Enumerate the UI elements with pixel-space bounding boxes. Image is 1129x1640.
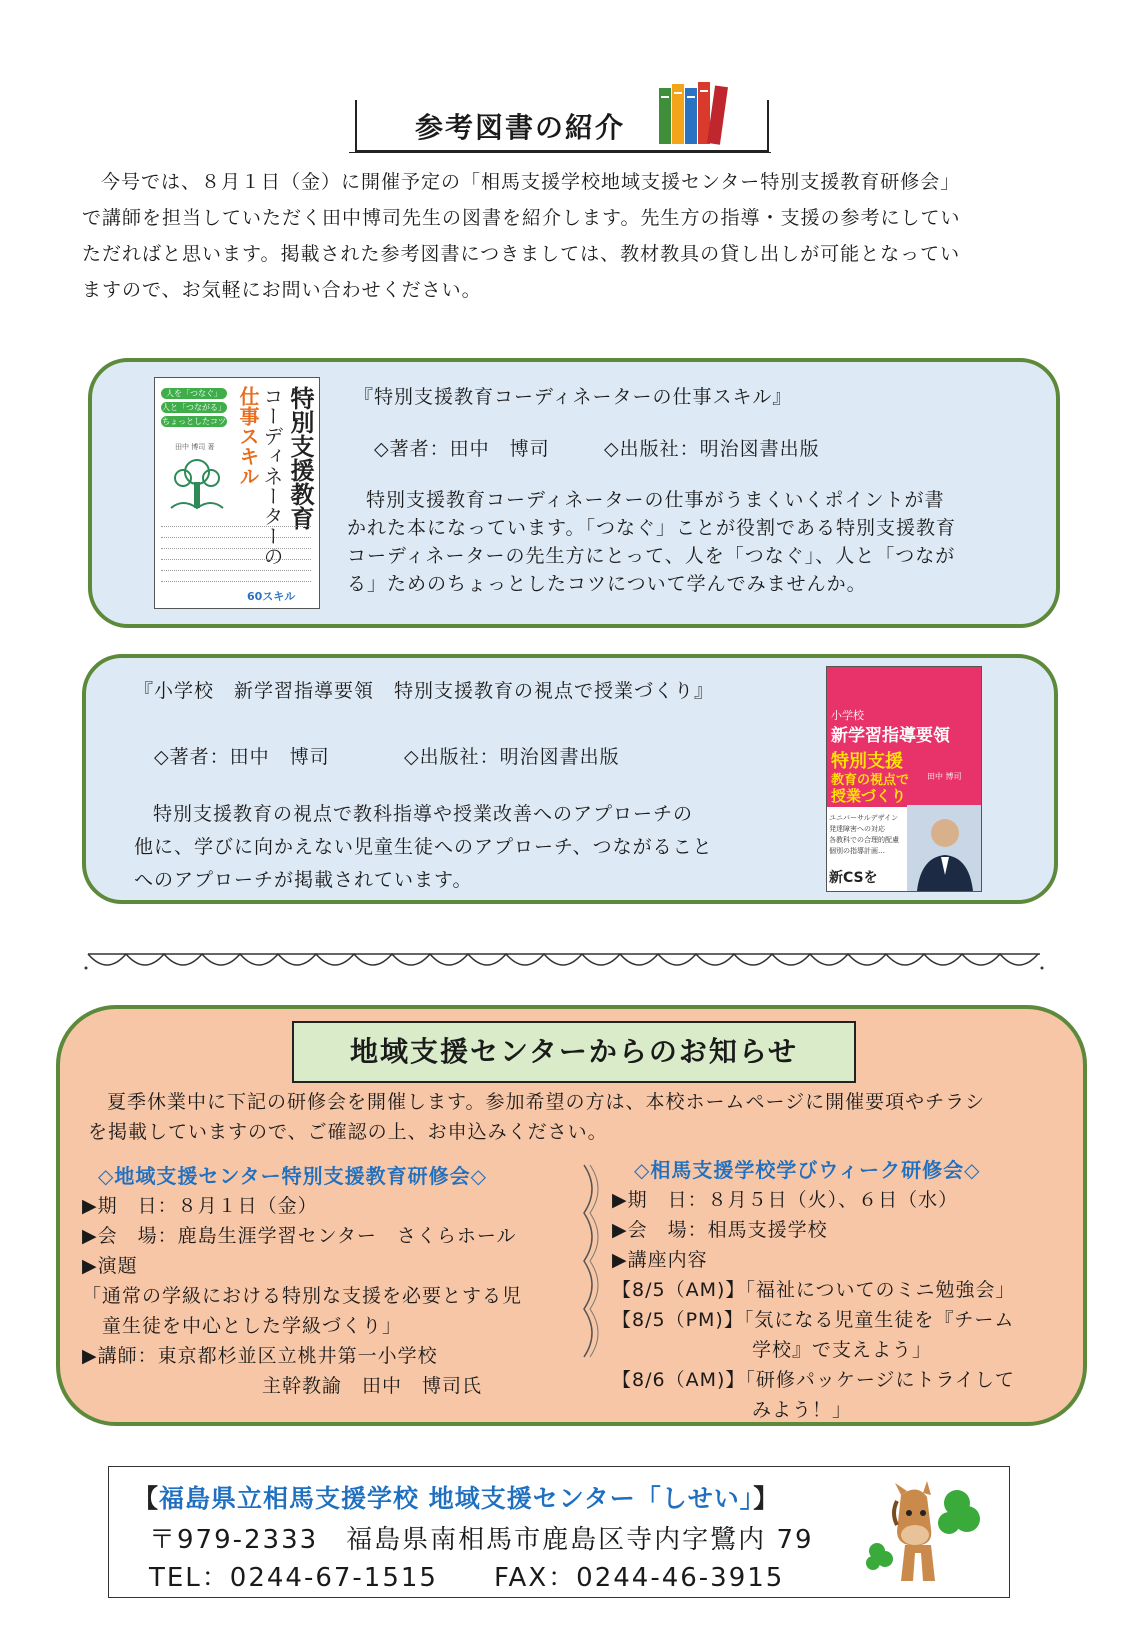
book-cover-1 bbox=[154, 377, 320, 609]
desc-line: 他に、学びに向かえない児童生徒へのアプローチ、つながること bbox=[134, 836, 713, 858]
book-publisher-2: ◇出版社：明治図書出版 bbox=[404, 746, 620, 768]
cover-dotline bbox=[161, 548, 311, 559]
cover-tag: ちょっとしたコツ bbox=[162, 417, 226, 426]
cover-author: 田中 博司 bbox=[927, 772, 962, 781]
cover-title-2: コーディネーターの bbox=[260, 386, 284, 566]
right-line: ▶会 場：相馬支援学校 bbox=[612, 1219, 828, 1241]
cover-title-1: 特別支援教育 bbox=[286, 386, 314, 530]
cover-author: 田中 博司 著 bbox=[175, 443, 215, 451]
book-card-2 bbox=[82, 654, 1058, 904]
desc-line: かれた本になっています。「つなぐ」ことが役割である特別支援教育 bbox=[347, 517, 956, 539]
bracket-close: 】 bbox=[753, 1484, 780, 1513]
desc-line: 特別支援教育の視点で教科指導や授業改善へのアプローチの bbox=[153, 803, 694, 825]
notice-title: 地域支援センターからのお知らせ bbox=[292, 1021, 856, 1083]
notice-intro-line: を掲載していますので、ご確認の上、お申込みください。 bbox=[88, 1121, 608, 1143]
fax-number: FAX：0244-46-3915 bbox=[493, 1563, 785, 1593]
intro-line: ますので、お気軽にお問い合わせください。 bbox=[82, 279, 482, 301]
right-line: ▶講座内容 bbox=[612, 1249, 708, 1271]
book-author-1: ◇著者：田中 博司 bbox=[374, 438, 550, 460]
cover-title-3: 仕事スキル bbox=[236, 386, 260, 486]
books-icon bbox=[655, 78, 739, 148]
right-line: ▶期 日：８月５日（火）、６日（水） bbox=[612, 1189, 959, 1211]
desc-line: コーディネーターの先生方にとって、人を「つなぐ」、人と「つなが bbox=[347, 545, 956, 567]
bracket-open: 【 bbox=[133, 1484, 160, 1513]
cover-bottom: 60スキル bbox=[247, 590, 296, 603]
cover-tags bbox=[161, 388, 227, 427]
right-heading: ◇相馬支援学校学びウィーク研修会◇ bbox=[634, 1158, 981, 1182]
notice-left-column bbox=[82, 1161, 572, 1401]
intro-line: で講師を担当していただく田中博司先生の図書を紹介します。先生方の指導・支援の参考にしてい bbox=[82, 207, 961, 229]
cover-list bbox=[829, 813, 907, 857]
left-line: ▶演題 bbox=[82, 1255, 138, 1277]
left-line: ▶期 日：８月１日（金） bbox=[82, 1195, 318, 1217]
book-cover-2 bbox=[826, 666, 982, 892]
tree-icon bbox=[163, 452, 231, 516]
cover-line: 教育の視点で bbox=[831, 773, 910, 788]
cover-list-item: 個別の指導計画… bbox=[829, 847, 885, 855]
section-heading bbox=[355, 100, 765, 156]
cover-list-item: 発達障害への対応 bbox=[829, 825, 885, 833]
page-title: 参考図書の紹介 bbox=[415, 111, 626, 144]
left-line: ▶講師：東京都杉並区立桃井第一小学校 bbox=[82, 1345, 438, 1367]
book-desc-1 bbox=[347, 486, 1027, 598]
cover-line: 新学習指導要領 bbox=[831, 726, 950, 746]
notice-right-column bbox=[612, 1155, 1082, 1425]
cover-dotline bbox=[161, 559, 311, 570]
book-author-2: ◇著者：田中 博司 bbox=[154, 746, 330, 768]
book-title-1: 『特別支援教育コーディネーターの仕事スキル』 bbox=[354, 386, 793, 408]
desc-line: る」ためのちょっとしたコツについて学んでみませんか。 bbox=[347, 573, 867, 595]
footer-contact bbox=[108, 1466, 1010, 1598]
tel-number: TEL：0244-67-1515 bbox=[149, 1563, 438, 1593]
left-line: 「通常の学級における特別な支援を必要とする児 bbox=[82, 1285, 523, 1307]
cover-dotline bbox=[161, 570, 311, 581]
footer-phone bbox=[149, 1557, 784, 1594]
right-line: 【8/5（PM)】「気になる児童生徒を『チーム bbox=[612, 1309, 1015, 1331]
book-title-2: 『小学校 新学習指導要領 特別支援教育の視点で授業づくり』 bbox=[134, 680, 715, 702]
cover-tag: 人を「つなぐ」 bbox=[161, 388, 227, 399]
right-line: 【8/6（AM)】「研修パッケージにトライして bbox=[612, 1369, 1015, 1391]
notice-box bbox=[56, 1005, 1087, 1426]
cover-dotline bbox=[161, 537, 311, 548]
right-line: 【8/5（AM)】「福祉についてのミニ勉強会」 bbox=[612, 1279, 1016, 1301]
cover-list-item: ユニバーサルデザイン bbox=[829, 814, 899, 822]
notice-intro bbox=[88, 1087, 1048, 1147]
org-name: 福島県立相馬支援学校 地域支援センター「しせい」 bbox=[159, 1484, 754, 1513]
cover-line: 特別支援 bbox=[831, 751, 903, 772]
left-line: 主幹教諭 田中 博司氏 bbox=[82, 1375, 483, 1397]
cover-bottom: 新CSを bbox=[829, 870, 878, 886]
book-desc-2 bbox=[134, 798, 774, 897]
right-line: 学校』で支えよう」 bbox=[612, 1339, 933, 1361]
cover-dotline bbox=[161, 526, 311, 537]
intro-line: 今号では、８月１日（金）に開催予定の「相馬支援学校地域支援センター特別支援教育研修会」 bbox=[101, 171, 961, 193]
cover-tag: 人と「つながる」 bbox=[162, 403, 226, 412]
scallop-divider bbox=[84, 946, 1044, 980]
book-card-1 bbox=[88, 358, 1060, 628]
right-line: みよう！」 bbox=[612, 1399, 853, 1421]
footer-org bbox=[133, 1479, 779, 1515]
left-line: 童生徒を中心とした学級づくり」 bbox=[82, 1315, 403, 1337]
desc-line: 特別支援教育コーディネーターの仕事がうまくいくポイントが書 bbox=[366, 489, 945, 511]
heading-underline bbox=[349, 152, 771, 153]
horse-mascot-icon bbox=[861, 1473, 981, 1591]
cover-list-item: 各教科での合理的配慮 bbox=[829, 836, 899, 844]
footer-address: 〒979-2333 福島県南相馬市鹿島区寺内字鷺内 79 bbox=[149, 1525, 814, 1555]
cover-line: 授業づくり bbox=[831, 787, 907, 805]
book-publisher-1: ◇出版社：明治図書出版 bbox=[604, 438, 820, 460]
intro-line: ただればと思います。掲載された参考図書につきましては、教材教具の貸し出しが可能となってい bbox=[82, 243, 961, 265]
left-line: ▶会 場：鹿島生涯学習センター さくらホール bbox=[82, 1225, 517, 1247]
intro-paragraph bbox=[82, 164, 1054, 308]
column-divider-icon bbox=[576, 1161, 606, 1375]
cover-points bbox=[161, 526, 311, 592]
notice-intro-line: 夏季休業中に下記の研修会を開催します。参加希望の方は、本校ホームページに開催要項やチラシ bbox=[107, 1091, 986, 1113]
author-photo-icon bbox=[907, 805, 981, 891]
desc-line: へのアプローチが掲載されています。 bbox=[134, 869, 473, 891]
cover-line: 小学校 bbox=[831, 709, 864, 722]
left-heading: ◇地域支援センター特別支援教育研修会◇ bbox=[98, 1164, 487, 1188]
